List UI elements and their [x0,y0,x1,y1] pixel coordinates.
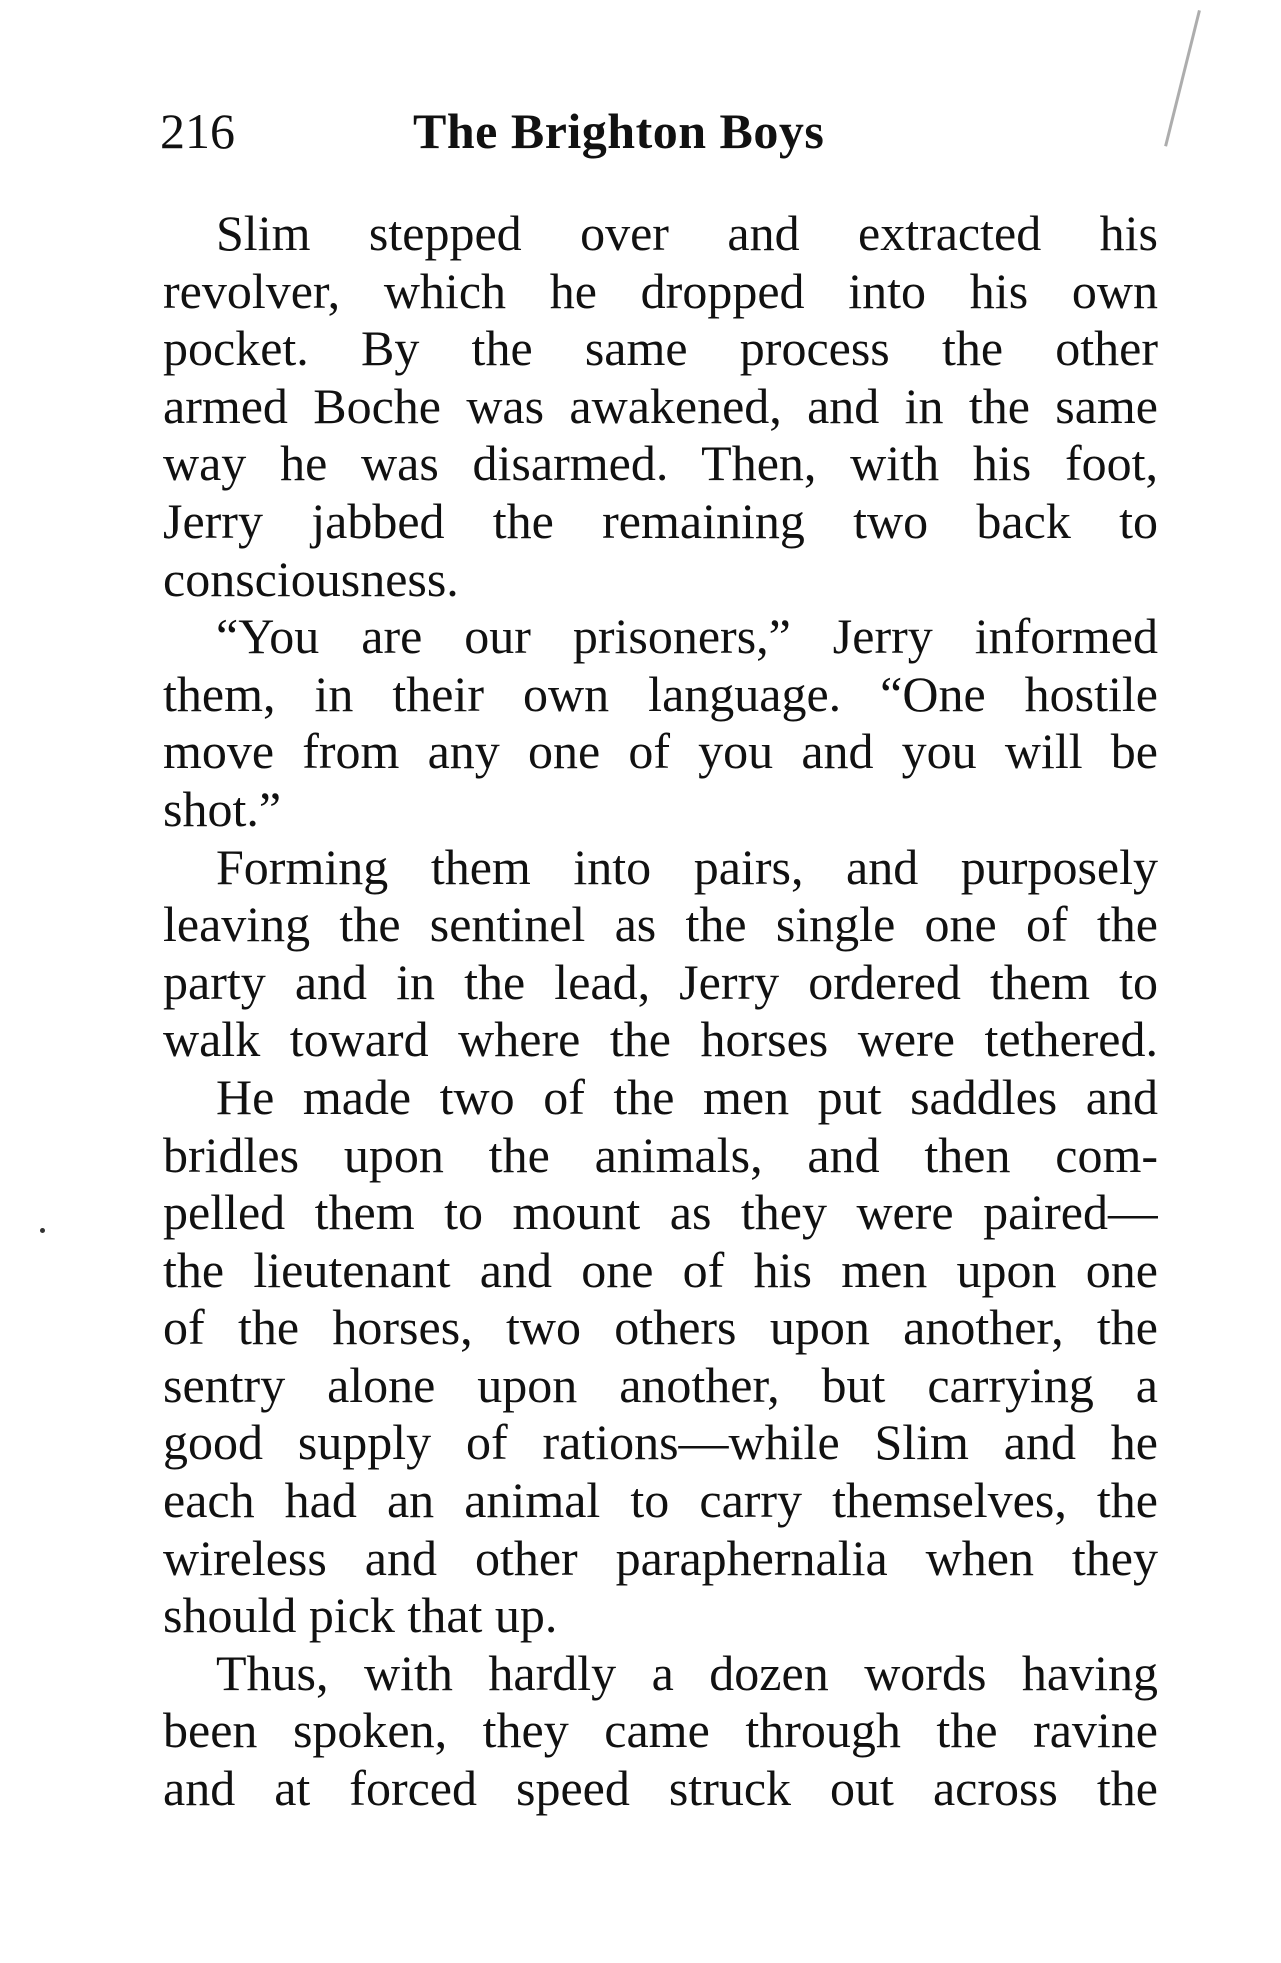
text-line: Forming them into pairs, and purposely [216,838,1158,895]
text-line: way he was disarmed. Then, with his foot, [163,435,1158,492]
page-header [160,96,1160,166]
text-line: party and in the lead, Jerry ordered them to [163,953,1158,1010]
running-title: The Brighton Boys [413,103,825,159]
text-line: of the horses, two others upon another, the [163,1299,1158,1356]
text-line: He made two of the men put saddles and [216,1068,1158,1125]
text-line: them, in their own language. “One hostile [163,665,1158,722]
text-line: Jerry jabbed the remaining two back to [163,492,1158,549]
text-line: pocket. By the same process the other [163,320,1158,377]
text-line: wireless and other paraphernalia when they [163,1529,1158,1586]
text-line: the lieutenant and one of his men upon one [163,1241,1158,1298]
scan-artifact-line [1164,10,1201,147]
body-text [163,205,1158,1818]
scan-artifact-dot [40,1228,45,1233]
text-line: leaving the sentinel as the single one of the [163,896,1158,953]
text-line: Thus, with hardly a dozen words having [216,1644,1158,1701]
text-line: Slim stepped over and extracted his [216,205,1158,261]
text-line: move from any one of you and you will be [163,723,1158,780]
page-number: 216 [160,103,235,159]
text-line: been spoken, they came through the ravine [163,1702,1158,1759]
text-line: should pick that up. [163,1587,558,1644]
text-line: each had an animal to carry themselves, the [163,1472,1158,1529]
text-line: walk toward where the horses were tethered. [163,1011,1158,1068]
text-line: sentry alone upon another, but carrying a [163,1356,1158,1413]
text-line: bridles upon the animals, and then com- [163,1126,1158,1183]
text-line: armed Boche was awakened, and in the same [163,377,1158,434]
text-line: shot.” [163,780,282,837]
text-line: good supply of rations—while Slim and he [163,1414,1158,1471]
text-line: consciousness. [163,550,459,607]
text-line: and at forced speed struck out across the [163,1760,1158,1817]
text-line: pelled them to mount as they were paired— [163,1184,1158,1241]
text-line: revolver, which he dropped into his own [163,262,1158,319]
text-line: “You are our prisoners,” Jerry informed [216,608,1158,665]
